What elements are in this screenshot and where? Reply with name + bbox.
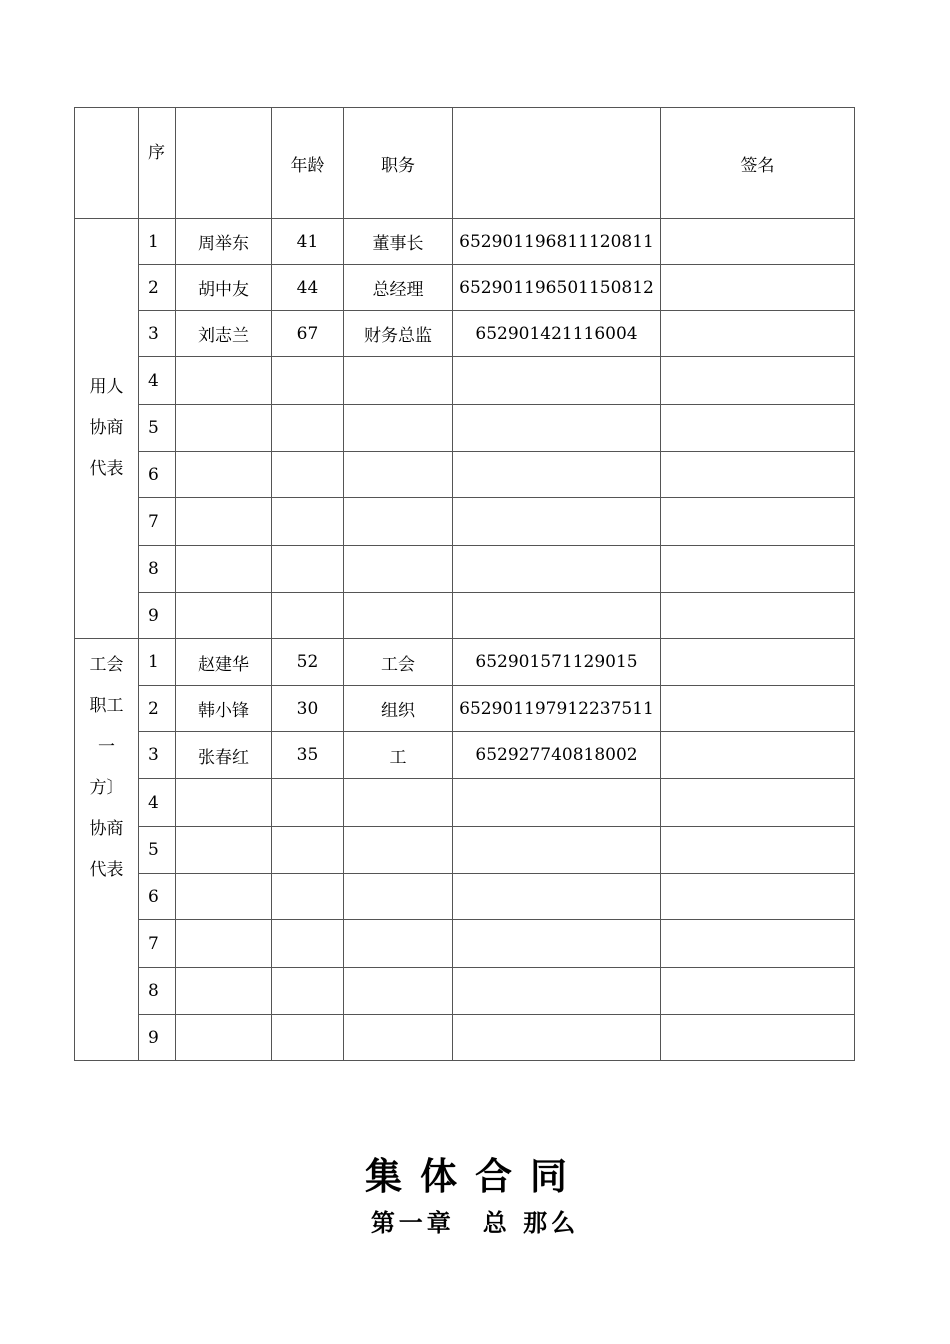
table-row [75, 732, 855, 779]
signature-cell [661, 265, 855, 311]
signature-cell [661, 219, 855, 265]
seq-cell: 6 [139, 874, 176, 920]
age-cell [272, 405, 344, 452]
position-cell [344, 357, 453, 405]
age-cell [272, 779, 344, 827]
table-row [75, 452, 855, 498]
signature-cell [661, 311, 855, 357]
seq-cell: 2 [139, 265, 176, 311]
table-row [75, 593, 855, 639]
signature-cell [661, 920, 855, 968]
id-number-cell [453, 968, 661, 1015]
name-cell: 胡中友 [176, 265, 272, 311]
position-cell [344, 498, 453, 546]
id-number-cell [453, 920, 661, 968]
table-row [75, 498, 855, 546]
table-row [75, 874, 855, 920]
age-cell: 44 [272, 265, 344, 311]
position-cell: 董事长 [344, 219, 453, 265]
seq-cell: 8 [139, 968, 176, 1015]
position-cell [344, 968, 453, 1015]
id-number-cell [453, 498, 661, 546]
age-cell: 30 [272, 686, 344, 732]
id-number-cell: 652901197912237511 [453, 686, 661, 732]
seq-cell: 7 [139, 920, 176, 968]
signature-cell [661, 1015, 855, 1061]
age-cell [272, 357, 344, 405]
table-row [75, 920, 855, 968]
name-cell [176, 498, 272, 546]
seq-cell: 1 [139, 639, 176, 686]
name-cell: 刘志兰 [176, 311, 272, 357]
table-row [75, 1015, 855, 1061]
age-cell: 35 [272, 732, 344, 779]
id-number-cell [453, 405, 661, 452]
position-cell [344, 920, 453, 968]
group-label-line: 职工 [89, 696, 124, 716]
table-row [75, 265, 855, 311]
position-cell [344, 1015, 453, 1061]
table-row [75, 686, 855, 732]
header-id-number [453, 108, 661, 219]
group-label-cell [75, 639, 139, 1061]
signature-cell [661, 357, 855, 405]
age-cell: 41 [272, 219, 344, 265]
signature-cell [661, 405, 855, 452]
age-cell: 67 [272, 311, 344, 357]
seq-cell: 4 [139, 779, 176, 827]
table-row [75, 546, 855, 593]
age-cell [272, 874, 344, 920]
table-row [75, 639, 855, 686]
signature-cell [661, 546, 855, 593]
id-number-cell: 652901421116004 [453, 311, 661, 357]
id-number-cell [453, 593, 661, 639]
signature-cell [661, 968, 855, 1015]
signature-cell [661, 593, 855, 639]
group-label-line: 协商 [89, 819, 124, 839]
chapter-heading: 第一章 总 那么 [370, 1209, 580, 1237]
name-cell: 赵建华 [176, 639, 272, 686]
signature-cell [661, 732, 855, 779]
age-cell [272, 968, 344, 1015]
name-cell [176, 827, 272, 874]
signature-cell [661, 452, 855, 498]
id-number-cell [453, 1015, 661, 1061]
table-row [75, 357, 855, 405]
table-row [75, 311, 855, 357]
position-cell [344, 827, 453, 874]
signature-cell [661, 779, 855, 827]
seq-cell: 3 [139, 311, 176, 357]
group-label-line: 方〕 [89, 778, 124, 798]
position-cell [344, 593, 453, 639]
name-cell [176, 452, 272, 498]
position-cell: 财务总监 [344, 311, 453, 357]
name-cell [176, 1015, 272, 1061]
group-label-line: 工会 [89, 655, 124, 675]
document-title: 集体合同 [365, 1155, 585, 1198]
seq-cell: 6 [139, 452, 176, 498]
representatives-table [74, 107, 855, 1061]
table-row [75, 779, 855, 827]
header-position: 职务 [344, 108, 453, 219]
id-number-cell [453, 827, 661, 874]
age-cell: 52 [272, 639, 344, 686]
name-cell: 韩小锋 [176, 686, 272, 732]
name-cell [176, 593, 272, 639]
group-label-line: 代表 [89, 860, 124, 880]
signature-cell [661, 639, 855, 686]
id-number-cell: 652901196501150812 [453, 265, 661, 311]
name-cell [176, 405, 272, 452]
id-number-cell [453, 357, 661, 405]
seq-cell: 8 [139, 546, 176, 593]
id-number-cell: 652927740818002 [453, 732, 661, 779]
header-signature: 签名 [661, 108, 855, 219]
group-label-line: 代表 [89, 459, 124, 479]
id-number-cell [453, 874, 661, 920]
name-cell [176, 874, 272, 920]
seq-cell: 9 [139, 1015, 176, 1061]
table-row [75, 405, 855, 452]
signature-cell [661, 874, 855, 920]
id-number-cell [453, 452, 661, 498]
group-label-cell [75, 219, 139, 639]
header-age: 年龄 [272, 108, 344, 219]
age-cell [272, 498, 344, 546]
signature-cell [661, 498, 855, 546]
seq-cell: 9 [139, 593, 176, 639]
id-number-cell: 652901571129015 [453, 639, 661, 686]
position-cell [344, 546, 453, 593]
name-cell [176, 546, 272, 593]
name-cell [176, 779, 272, 827]
position-cell [344, 452, 453, 498]
id-number-cell [453, 546, 661, 593]
name-cell: 张春红 [176, 732, 272, 779]
header-seq: 序 [139, 108, 176, 219]
group-label-line: 用人 [89, 377, 124, 397]
age-cell [272, 920, 344, 968]
signature-cell [661, 827, 855, 874]
age-cell [272, 593, 344, 639]
age-cell [272, 546, 344, 593]
name-cell [176, 357, 272, 405]
age-cell [272, 452, 344, 498]
name-cell: 周举东 [176, 219, 272, 265]
position-cell: 工 [344, 732, 453, 779]
table-row [75, 219, 855, 265]
seq-cell: 3 [139, 732, 176, 779]
seq-cell: 5 [139, 405, 176, 452]
position-cell [344, 779, 453, 827]
id-number-cell: 652901196811120811 [453, 219, 661, 265]
signature-cell [661, 686, 855, 732]
seq-cell: 4 [139, 357, 176, 405]
seq-cell: 1 [139, 219, 176, 265]
seq-cell: 7 [139, 498, 176, 546]
table-header-row [75, 108, 855, 219]
name-cell [176, 920, 272, 968]
seq-cell: 5 [139, 827, 176, 874]
group-label-line: 协商 [89, 418, 124, 438]
table-row [75, 827, 855, 874]
position-cell: 组织 [344, 686, 453, 732]
seq-cell: 2 [139, 686, 176, 732]
name-cell [176, 968, 272, 1015]
id-number-cell [453, 779, 661, 827]
age-cell [272, 1015, 344, 1061]
age-cell [272, 827, 344, 874]
position-cell [344, 405, 453, 452]
group-label-line: 一 [98, 737, 115, 757]
position-cell [344, 874, 453, 920]
table-row [75, 968, 855, 1015]
position-cell: 工会 [344, 639, 453, 686]
header-group-cell [75, 108, 139, 219]
position-cell: 总经理 [344, 265, 453, 311]
header-name [176, 108, 272, 219]
